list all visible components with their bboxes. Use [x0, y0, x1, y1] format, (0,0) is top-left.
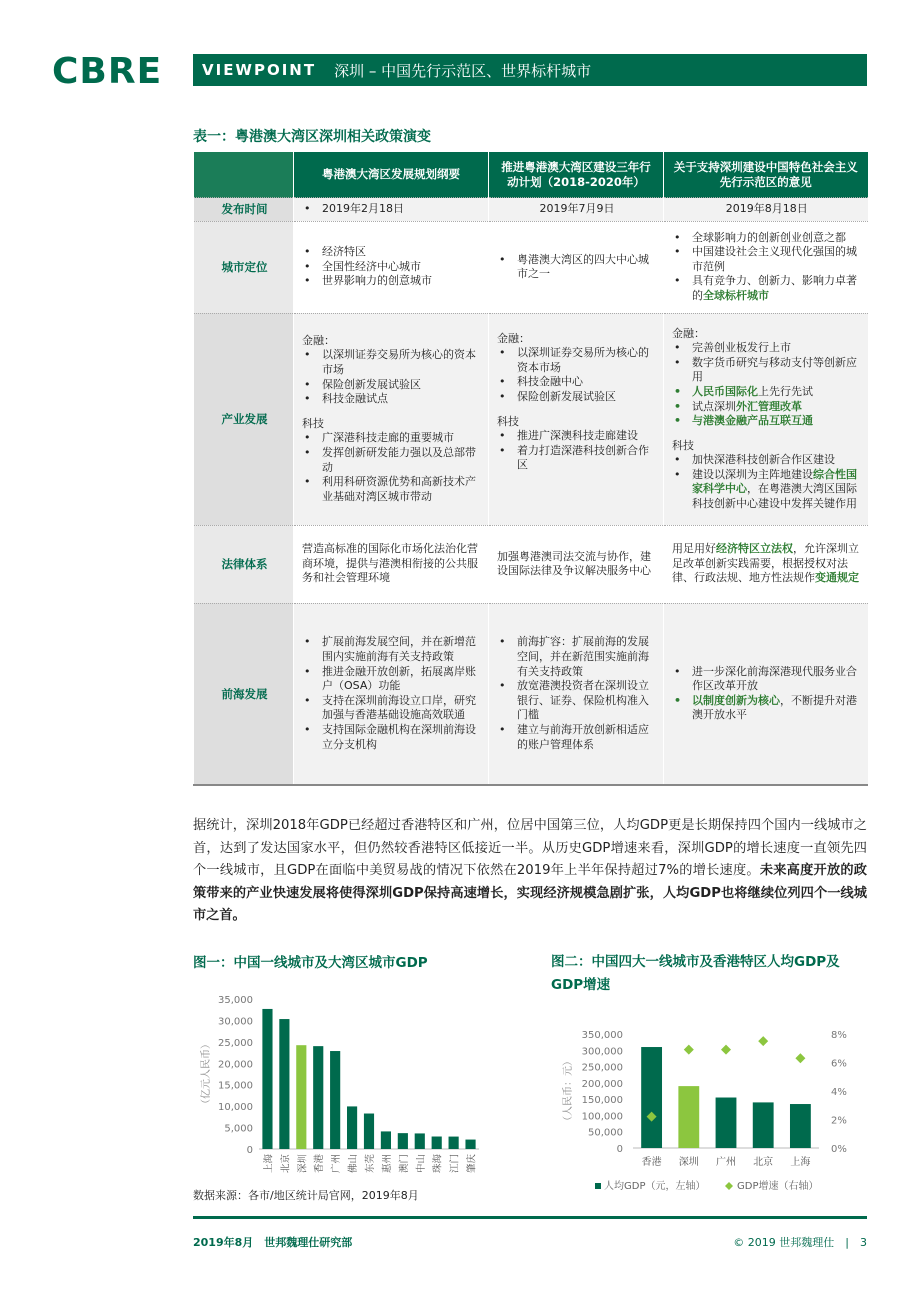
x-tick-label: 深圳 — [678, 1157, 699, 1168]
legend-swatch-bar — [595, 1183, 601, 1189]
header-banner — [193, 54, 867, 86]
x-tick-label: 惠州 — [381, 1154, 393, 1174]
footer-divider — [193, 1216, 867, 1219]
bar — [381, 1131, 391, 1149]
row-label-date: 发布时间 — [194, 198, 294, 222]
cell-position-3: • 全球影响力的创新创业创意之都 • 中国建设社会主义现代化强国的城市范例 • 具有竞争力、创新力、影响力卓著的全球标杆城市 — [664, 221, 868, 313]
bar — [753, 1102, 774, 1148]
legend-label: 人均GDP（元，左轴） — [604, 1181, 706, 1192]
bar — [790, 1104, 811, 1148]
policy-table — [193, 152, 868, 786]
cell-position-1: • 经济特区 • 全国性经济中心城市 • 世界影响力的创意城市 — [294, 221, 489, 313]
row-label-law: 法律体系 — [194, 525, 294, 603]
body-paragraph: 据统计，深圳2018年GDP已经超过香港特区和广州，位居中国第三位，人均GDP更是长期保持四个国内一线城市之首，达到了发达国家水平，但仍然较香港特区低接近一半。从历史GDP增速来看，深圳GDP的增长速度一直领先四个一线城市，且GDP在面临中美贸易战的情况下依然在2019年上半年保持超过7%的增长速度。未来高度开放的政策带来的产业快速发展将使得深圳GDP保持高速增长，实现经济规模急剧扩张，人均GDP也将继续位列四个一线城市之首。 — [193, 818, 867, 923]
bar — [398, 1133, 408, 1149]
bar — [415, 1133, 425, 1149]
cbre-logo: CBRE — [52, 51, 163, 92]
y-tick-label: 25,000 — [218, 1037, 253, 1049]
x-tick-label: 上海 — [790, 1157, 811, 1168]
data-source: 数据来源：各市/地区统计局官网，2019年8月 — [193, 1189, 419, 1202]
y-tick-label: 150,000 — [581, 1095, 623, 1107]
y-tick-label: 0 — [246, 1145, 253, 1156]
growth-marker — [684, 1045, 694, 1055]
legend-swatch-marker — [725, 1182, 733, 1190]
table-row-industry — [194, 313, 868, 525]
bar — [678, 1086, 699, 1148]
footer-left: 2019年8月 世邦魏理仕研究部 — [193, 1236, 353, 1249]
y-tick-label: 30,000 — [218, 1016, 253, 1028]
growth-marker — [721, 1045, 731, 1055]
cell-qianhai-3: • 进一步深化前海深港现代服务业合作区改革开放 • 以制度创新为核心，不断提升对港澳开放水平 — [664, 603, 868, 785]
x-tick-label: 深圳 — [297, 1154, 309, 1174]
table-row-law — [194, 525, 868, 603]
cell-industry-3: 金融： • 完善创业板发行上市 • 数字货币研究与移动支付等创新应用 • 人民币国际化上先行先试 • 试点深圳外汇管理改革 • 与港澳金融产品互联互通 科技 • 加快深港科技创新合作区建设 • 建设以深圳为主阵地建设综合性国家科学中心，在粤港澳大湾区国际科技创新中心建设中发挥关键作用 — [664, 313, 868, 525]
growth-marker — [758, 1036, 768, 1046]
y-tick-label: 35,000 — [218, 995, 253, 1006]
table-header-col1: 粤港澳大湾区发展规划纲要 — [294, 152, 489, 198]
bar — [465, 1140, 475, 1149]
y-tick-label: 100,000 — [581, 1111, 623, 1123]
y-tick-label: 200,000 — [581, 1078, 623, 1090]
bar — [432, 1137, 442, 1149]
cell-date-1: • 2019年2月18日 — [294, 198, 489, 222]
footer-right: © 2019 世邦魏理仕 | 3 — [733, 1236, 867, 1249]
y-tick-label: 0 — [616, 1144, 623, 1155]
y2-tick-label: 8% — [831, 1030, 847, 1041]
bar — [641, 1047, 662, 1148]
table-header-row — [194, 152, 868, 198]
x-tick-label: 香港 — [641, 1157, 662, 1168]
cell-qianhai-2: • 前海扩容：扩展前海的发展空间，并在新范围实施前海有关支持政策 • 放宽港澳投资者在深圳设立银行、证券、保险机构准入门槛 • 建立与前海开放创新相适应的账户管理体系 — [489, 603, 664, 785]
growth-marker — [795, 1053, 805, 1063]
table-row-position — [194, 221, 868, 313]
y-axis-label: （人民币：元） — [563, 1056, 574, 1126]
table-row-qianhai — [194, 603, 868, 785]
y-tick-label: 20,000 — [218, 1059, 253, 1071]
x-tick-label: 上海 — [263, 1154, 275, 1174]
y-tick-label: 250,000 — [581, 1062, 623, 1074]
bar — [364, 1114, 374, 1149]
cell-industry-2: 金融： • 以深圳证券交易所为核心的资本市场 • 科技金融中心 • 保险创新发展试验区 科技 • 推进广深澳科技走廊建设 • 着力打造深港科技创新合作区 — [489, 313, 664, 525]
figure2-title: 图二：中国四大一线城市及香港特区人均GDP及GDP增速 — [551, 954, 840, 993]
y2-tick-label: 0% — [831, 1144, 847, 1155]
cell-date-2: 2019年7月9日 — [489, 198, 664, 222]
bar — [716, 1098, 737, 1148]
table-header-col3: 关于支持深圳建设中国特色社会主义先行示范区的意见 — [664, 152, 868, 198]
y-axis-label: （亿元人民币） — [201, 1039, 212, 1109]
row-label-position: 城市定位 — [194, 221, 294, 313]
y-tick-label: 10,000 — [218, 1102, 253, 1114]
bar — [347, 1106, 357, 1149]
table-title: 表一：粤港澳大湾区深圳相关政策演变 — [193, 129, 431, 145]
viewpoint-label: VIEWPOINT — [202, 61, 317, 79]
x-tick-label: 北京 — [280, 1154, 292, 1174]
bar — [449, 1137, 459, 1149]
table-row-date — [194, 198, 868, 222]
x-tick-label: 珠海 — [432, 1154, 444, 1174]
cell-law-1: 营造高标准的国际化市场化法治化营商环境，提供与港澳相衔接的公共服务和社会管理环境 — [294, 525, 489, 603]
x-tick-label: 澳门 — [398, 1154, 410, 1174]
row-label-qianhai: 前海发展 — [194, 603, 294, 785]
cell-law-2: 加强粤港澳司法交流与协作，建设国际法律及争议解决服务中心 — [489, 525, 664, 603]
y-tick-label: 350,000 — [581, 1030, 623, 1041]
bar — [313, 1046, 323, 1149]
table-header-blank — [194, 152, 294, 198]
x-tick-label: 东莞 — [365, 1154, 376, 1174]
table-header-col2: 推进粤港澳大湾区建设三年行动计划（2018-2020年） — [489, 152, 664, 198]
x-tick-label: 肇庆 — [466, 1154, 478, 1174]
bar — [262, 1009, 272, 1149]
y2-tick-label: 6% — [831, 1058, 847, 1070]
bar — [330, 1051, 340, 1149]
y-tick-label: 15,000 — [218, 1080, 253, 1092]
y-tick-label: 5,000 — [224, 1123, 253, 1135]
legend-label: GDP增速（右轴） — [737, 1181, 819, 1192]
x-tick-label: 佛山 — [348, 1154, 360, 1174]
cell-qianhai-1: • 扩展前海发展空间，并在新增范围内实施前海有关支持政策 • 推进金融开放创新，拓展离岸账户（OSA）功能 • 支持在深圳前海设立口岸，研究加强与香港基础设施高效联通 • 支持国际金融机构在深圳前海设立分支机构 — [294, 603, 489, 785]
cell-industry-1: 金融： • 以深圳证券交易所为核心的资本市场 • 保险创新发展试验区 • 科技金融试点 科技 • 广深港科技走廊的重要城市 • 发挥创新研发能力强以及总部带动 • 利用科研资源优势和高新技术产业基础对湾区城市带动 — [294, 313, 489, 525]
x-tick-label: 北京 — [753, 1157, 774, 1168]
bar — [296, 1045, 306, 1149]
cell-date-3: 2019年8月18日 — [664, 198, 868, 222]
figure1-title: 图一：中国一线城市及大湾区城市GDP — [193, 955, 428, 971]
x-tick-label: 广州 — [716, 1157, 736, 1168]
x-tick-label: 中山 — [415, 1154, 427, 1174]
cell-position-2: • 粤港澳大湾区的四大中心城市之一 — [489, 221, 664, 313]
y2-tick-label: 4% — [831, 1087, 847, 1098]
bar — [279, 1019, 289, 1149]
row-label-industry: 产业发展 — [194, 313, 294, 525]
chart-gdp — [193, 985, 493, 1185]
cell-law-3: 用足用好经济特区立法权，允许深圳立足改革创新实践需要，根据授权对法律、行政法规、地方性法规作变通规定 — [664, 525, 868, 603]
chart-gdp-per-capita — [551, 1018, 871, 1208]
x-tick-label: 江门 — [449, 1154, 461, 1174]
x-tick-label: 广州 — [331, 1154, 343, 1174]
page-header-title: 深圳 – 中国先行示范区、世界标杆城市 — [334, 61, 592, 80]
y-tick-label: 300,000 — [581, 1046, 623, 1058]
x-tick-label: 香港 — [314, 1154, 326, 1174]
y2-tick-label: 2% — [831, 1115, 847, 1127]
y-tick-label: 50,000 — [588, 1127, 623, 1139]
